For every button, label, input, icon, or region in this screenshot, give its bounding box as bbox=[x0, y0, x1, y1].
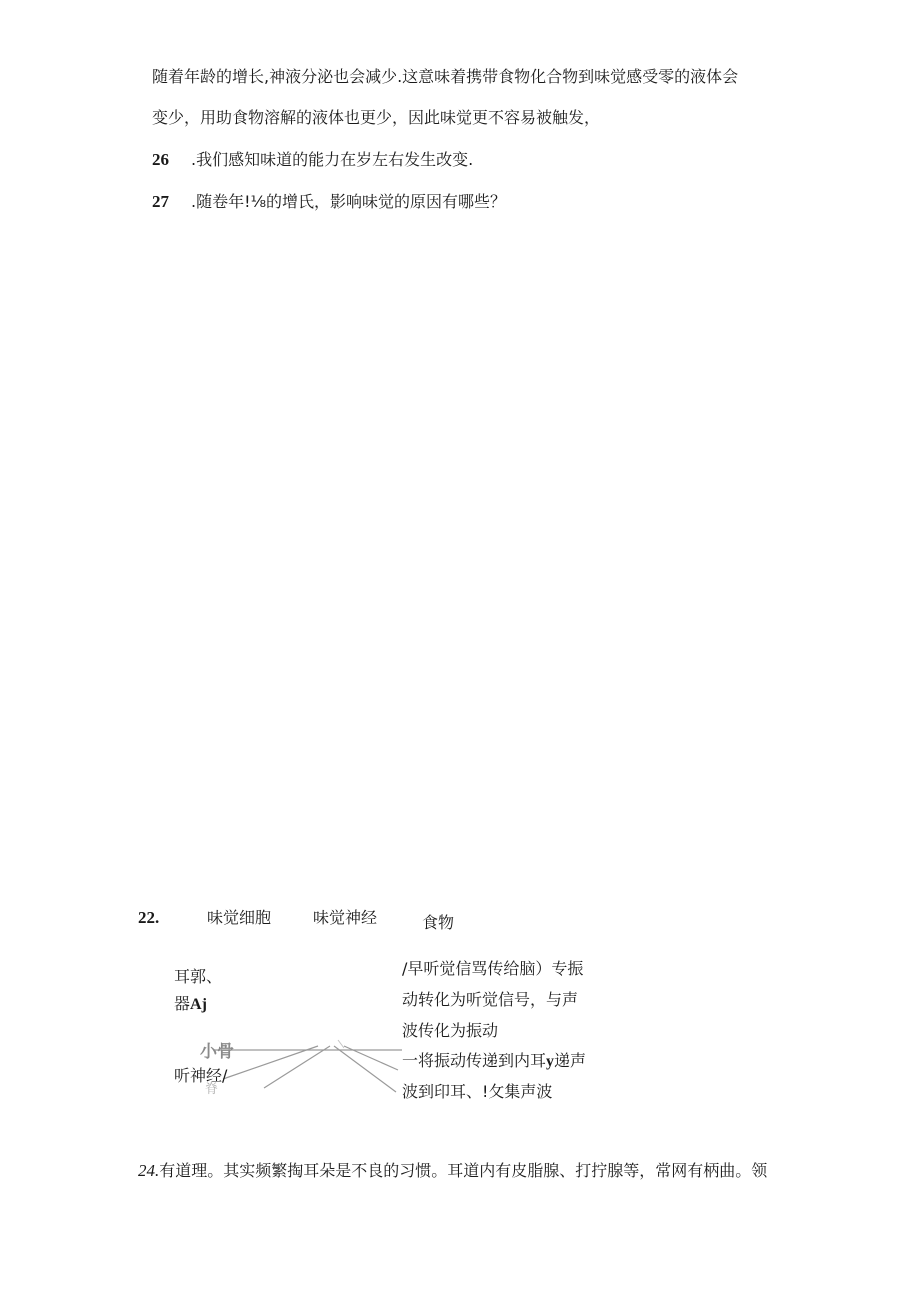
ear-part-auditory-nerve: 听神经/ bbox=[174, 1066, 228, 1085]
answer-22-item-3: 食物 bbox=[422, 913, 455, 932]
ear-part-faint-label: 脊 bbox=[205, 1082, 219, 1097]
ear-function-4-tail: 递声 bbox=[554, 1051, 587, 1070]
ear-function-5: 波到印耳、!攵集声波 bbox=[402, 1082, 553, 1101]
question-text: .随卷年!⅛的增氏，影响味觉的原因有哪些？ bbox=[191, 192, 507, 211]
paragraph-line-1: 随着年龄的增长,神液分泌也会减少.这意味着携带食物化合物到味觉感受零的液体会 bbox=[152, 67, 739, 86]
answer-22-item-2: 味觉神经 bbox=[313, 908, 378, 927]
ear-part-ossicles: 小骨 bbox=[200, 1042, 234, 1062]
ear-function-4 bbox=[402, 1051, 586, 1072]
ear-part-organ-text: 器 bbox=[174, 994, 191, 1013]
ear-function-4-mark: y bbox=[546, 1053, 555, 1070]
answer-24-number: 24. bbox=[138, 1161, 160, 1180]
ear-part-auricle: 耳郭、 bbox=[174, 967, 223, 986]
question-number: 26 bbox=[152, 150, 169, 169]
answer-22-item-1: 味觉细胞 bbox=[207, 908, 272, 927]
ear-function-3: 波传化为振动 bbox=[402, 1021, 499, 1040]
ear-part-organ bbox=[174, 994, 207, 1015]
ear-function-1: /早听觉信骂传给脑）专振 bbox=[402, 959, 584, 978]
ear-part-organ-mark: Aj bbox=[190, 996, 207, 1013]
answer-24-text: 有道理。其实频繁掏耳朵是不良的习惯。耳道内有皮脂腺、打拧腺等，常网有柄曲。领 bbox=[159, 1161, 768, 1180]
question-text: .我们感知味道的能力在岁左右发生改变. bbox=[191, 150, 474, 169]
paragraph-line-2: 变少，用助食物溶解的液体也更少，因此味觉更不容易被触发， bbox=[152, 108, 601, 127]
answer-22-number: 22. bbox=[138, 908, 160, 927]
ear-function-4-text: 一将振动传递到内耳 bbox=[402, 1051, 547, 1070]
answer-24 bbox=[138, 1161, 767, 1181]
ear-function-2: 动转化为听觉信号，与声 bbox=[402, 990, 579, 1009]
question-number: 27 bbox=[152, 192, 169, 211]
